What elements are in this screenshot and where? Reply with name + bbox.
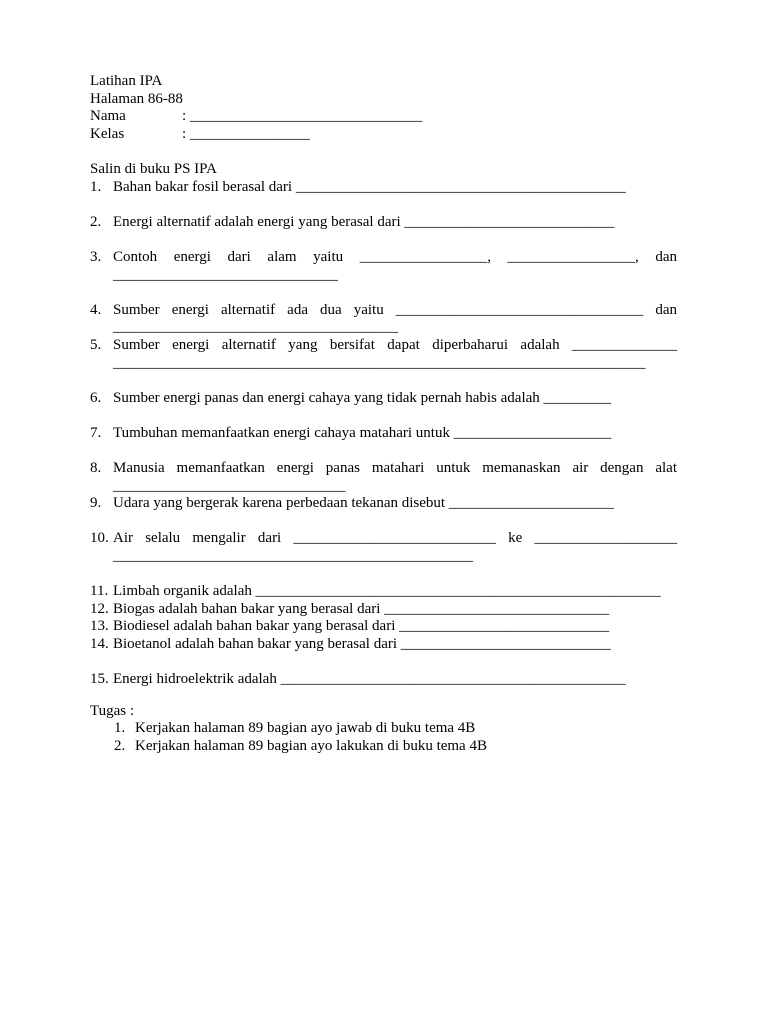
name-label: Nama xyxy=(90,108,126,125)
question-number: 11. xyxy=(90,583,109,600)
class-blank: : ________________ xyxy=(182,125,310,142)
tugas-text: Kerjakan halaman 89 bagian ayo lakukan di buku tema 4B xyxy=(135,737,487,754)
question-text: Energi alternatif adalah energi yang berasal dari ____________________________ xyxy=(113,213,615,230)
spacer xyxy=(90,143,677,161)
tugas-text: Kerjakan halaman 89 bagian ayo jawab di buku tema 4B xyxy=(135,720,476,737)
question-number: 7. xyxy=(90,424,102,441)
page-range: Halaman 86-88 xyxy=(90,90,183,107)
question-text: Manusia memanfaatkan energi panas matahari untuk memanaskan air dengan alat _______________________________ xyxy=(113,460,677,494)
question-text: Bioetanol adalah bahan bakar yang berasal dari ____________________________ xyxy=(113,636,611,652)
question-number: 8. xyxy=(90,460,102,477)
class-row xyxy=(90,126,677,144)
question-text: Contoh energi dari alam yaitu _________________, _________________, dan ______________________________ xyxy=(113,248,677,283)
instruction: Salin di buku PS IPA xyxy=(90,160,217,177)
name-row xyxy=(90,108,677,126)
question-number: 3. xyxy=(90,248,102,265)
question-14 xyxy=(90,636,677,654)
question-number: 4. xyxy=(90,301,102,318)
question-text: Biogas adalah bahan bakar yang berasal dari ______________________________ xyxy=(113,600,610,617)
question-13 xyxy=(90,618,677,636)
question-15 xyxy=(90,671,677,689)
question-number: 15. xyxy=(90,671,109,688)
question-7 xyxy=(90,425,677,443)
tugas-item-2 xyxy=(90,738,677,756)
question-text: Energi hidroelektrik adalah ______________________________________________ xyxy=(113,671,626,688)
question-number: 6. xyxy=(90,389,102,406)
question-text: Biodiesel adalah bahan bakar yang berasal dari ____________________________ xyxy=(113,618,610,635)
question-4 xyxy=(90,302,677,337)
question-number: 12. xyxy=(90,600,109,617)
question-text: Udara yang bergerak karena perbedaan tekanan disebut ______________________ xyxy=(113,495,614,512)
tugas-number: 1. xyxy=(114,720,126,737)
question-8 xyxy=(90,460,677,495)
tugas-label: Tugas : xyxy=(90,702,135,719)
question-number: 2. xyxy=(90,213,102,230)
question-text: Sumber energi alternatif yang bersifat dapat diperbaharui adalah ______________ _______________________________________________________________________ xyxy=(113,336,677,371)
question-3 xyxy=(90,249,677,284)
question-number: 5. xyxy=(90,336,102,353)
question-number: 10. xyxy=(90,530,109,547)
question-number: 1. xyxy=(90,178,102,195)
question-number: 9. xyxy=(90,495,102,512)
worksheet xyxy=(90,73,677,756)
question-5 xyxy=(90,337,677,372)
name-blank: : _______________________________ xyxy=(182,108,423,125)
question-text: Sumber energi panas dan energi cahaya yang tidak pernah habis adalah _________ xyxy=(113,389,612,406)
question-text: Bahan bakar fosil berasal dari ____________________________________________ xyxy=(113,178,626,195)
question-number: 14. xyxy=(90,636,109,652)
question-11 xyxy=(90,583,677,601)
question-text: Limbah organik adalah ______________________________________________________ xyxy=(113,583,661,600)
question-12 xyxy=(90,601,677,619)
question-text: Air selalu mengalir dari ___________________________ ke ___________________ ________________________________________________ xyxy=(113,530,677,565)
tugas-number: 2. xyxy=(114,737,126,754)
question-2 xyxy=(90,214,677,232)
class-label: Kelas xyxy=(90,125,125,142)
question-text: Sumber energi alternatif ada dua yaitu _________________________________ dan ______________________________________ xyxy=(113,301,677,336)
question-number: 13. xyxy=(90,618,109,635)
question-text: Tumbuhan memanfaatkan energi cahaya matahari untuk _____________________ xyxy=(113,424,612,441)
question-10 xyxy=(90,530,677,565)
tugas-item-1 xyxy=(90,720,677,738)
question-6 xyxy=(90,390,677,408)
worksheet-title: Latihan IPA xyxy=(90,73,163,89)
question-9 xyxy=(90,495,677,513)
question-1 xyxy=(90,179,677,197)
